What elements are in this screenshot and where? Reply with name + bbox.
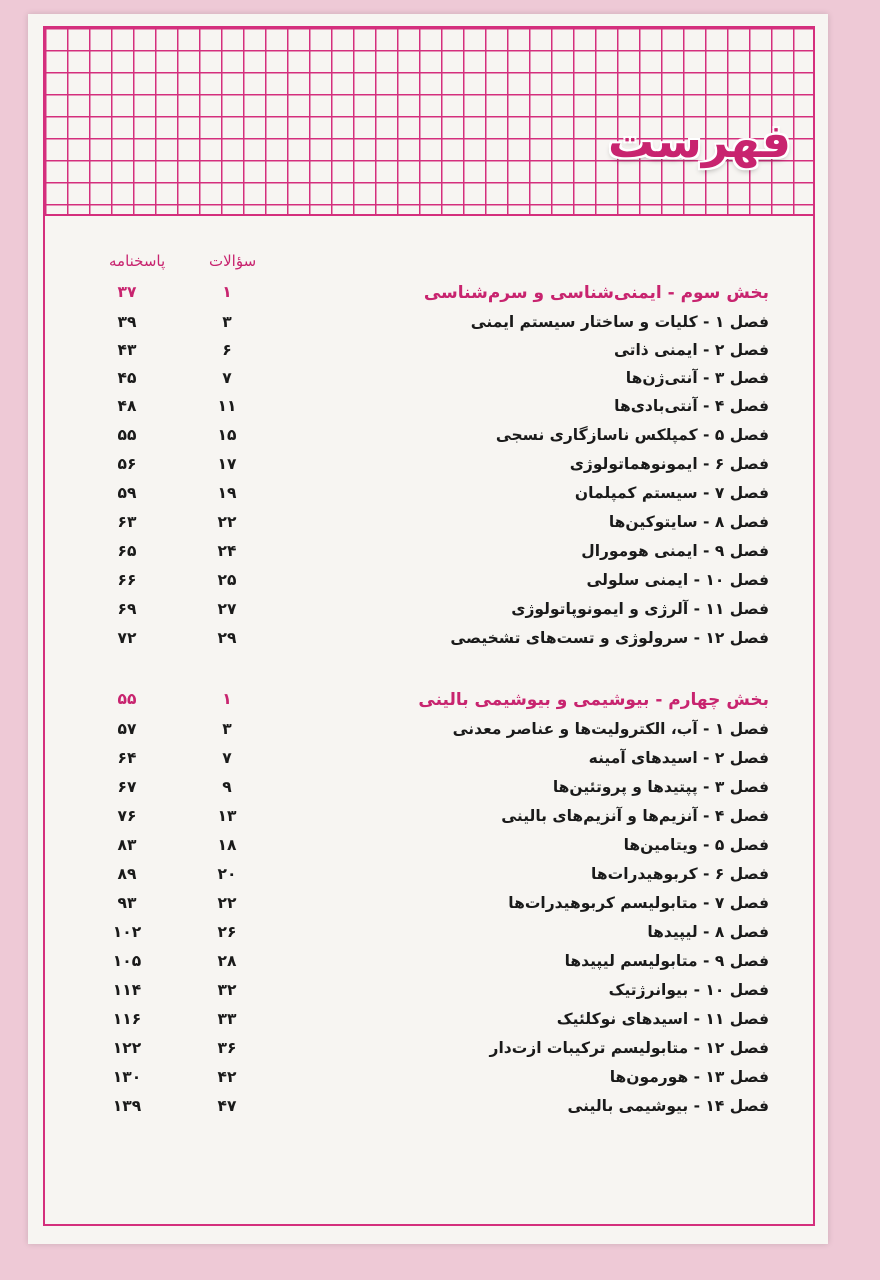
answer-page: ۶۶ [117,571,137,589]
chapter-label: فصل ۱۱ - اسیدهای نوکلئیک [556,1010,769,1028]
answer-page: ۳۷ [117,283,137,301]
question-page: ۱۱ [217,397,237,415]
answer-page: ۵۵ [117,690,137,708]
chapter-label: فصل ۱۰ - بیوانرژتیک [608,981,769,999]
answer-page: ۸۹ [117,865,137,883]
chapter-row[interactable] [45,952,813,980]
answer-page: ۱۱۴ [112,981,142,999]
chapter-row[interactable] [45,894,813,922]
chapter-row[interactable] [45,513,813,541]
question-page: ۲۲ [217,513,237,531]
chapter-label: فصل ۹ - ایمنی هومورال [581,542,769,560]
answer-page: ۱۳۹ [112,1097,142,1115]
question-page: ۹ [222,778,232,796]
answer-page: ۱۳۰ [112,1068,142,1086]
chapter-row[interactable] [45,426,813,454]
answer-page: ۱۱۶ [112,1010,142,1028]
chapter-row[interactable] [45,369,813,397]
chapter-row[interactable] [45,397,813,425]
question-page: ۷ [222,749,232,767]
question-page: ۴۲ [217,1068,237,1086]
chapter-row[interactable] [45,1010,813,1038]
chapter-row[interactable] [45,778,813,806]
question-page: ۳۳ [217,1010,237,1028]
chapter-row[interactable] [45,836,813,864]
chapter-row[interactable] [45,571,813,599]
section-heading: بخش چهارم - بیوشیمی و بیوشیمی بالینی [418,690,769,710]
question-page: ۳ [222,313,232,331]
chapter-label: فصل ۵ - ویتامین‌ها [623,836,769,854]
chapter-label: فصل ۸ - لیپیدها [647,923,769,941]
question-page: ۲۴ [217,542,237,560]
chapter-row[interactable] [45,923,813,951]
chapter-label: فصل ۷ - متابولیسم کربوهیدرات‌ها [508,894,769,912]
chapter-label: فصل ۷ - سیستم کمپلمان [574,484,769,502]
question-page: ۱۵ [217,426,237,444]
answer-page: ۷۲ [117,629,137,647]
chapter-label: فصل ۳ - آنتی‌ژن‌ها [625,369,769,387]
question-page: ۶ [222,341,232,359]
answer-page: ۵۷ [117,720,137,738]
chapter-label: فصل ۱۲ - متابولیسم ترکیبات ازت‌دار [489,1039,769,1057]
question-page: ۱۷ [217,455,237,473]
question-page: ۳۶ [217,1039,237,1057]
chapter-label: فصل ۹ - متابولیسم لیپیدها [564,952,769,970]
answers-header: پاسخنامه [109,252,166,270]
chapter-label: فصل ۶ - کربوهیدرات‌ها [591,865,769,883]
chapter-row[interactable] [45,341,813,369]
chapter-label: فصل ۱۲ - سرولوژی و تست‌های تشخیصی [450,629,769,647]
question-page: ۳۲ [217,981,237,999]
question-page: ۱۸ [217,836,237,854]
answer-page: ۷۶ [117,807,137,825]
question-page: ۲۹ [217,629,237,647]
answer-page: ۶۹ [117,600,137,618]
answer-page: ۹۳ [117,894,137,912]
chapter-row[interactable] [45,807,813,835]
answer-page: ۱۰۲ [112,923,142,941]
chapter-row[interactable] [45,542,813,570]
chapter-row[interactable] [45,1068,813,1096]
chapter-row[interactable] [45,865,813,893]
section-row[interactable] [45,283,813,311]
answer-page: ۶۳ [117,513,137,531]
page-title: فهرست [607,114,791,168]
question-page: ۳ [222,720,232,738]
answer-page: ۴۳ [117,341,137,359]
answer-page: ۵۶ [117,455,137,473]
chapter-label: فصل ۱۰ - ایمنی سلولی [586,571,769,589]
answer-page: ۳۹ [117,313,137,331]
answer-page: ۶۵ [117,542,137,560]
question-page: ۷ [222,369,232,387]
chapter-label: فصل ۸ - سایتوکین‌ها [608,513,769,531]
toc-rows [45,28,813,1224]
chapter-label: فصل ۱ - کلیات و ساختار سیستم ایمنی [470,313,769,331]
chapter-label: فصل ۳ - پپتیدها و پروتئین‌ها [552,778,769,796]
chapter-label: فصل ۲ - اسیدهای آمینه [588,749,769,767]
question-page: ۲۸ [217,952,237,970]
question-page: ۴۷ [217,1097,237,1115]
answer-page: ۸۳ [117,836,137,854]
chapter-label: فصل ۶ - ایمونوهماتولوژی [569,455,769,473]
chapter-row[interactable] [45,484,813,512]
question-page: ۱ [222,690,232,708]
section-row[interactable] [45,690,813,718]
question-page: ۲۰ [217,865,237,883]
chapter-row[interactable] [45,749,813,777]
answer-page: ۱۰۵ [112,952,142,970]
question-page: ۱ [222,283,232,301]
chapter-row[interactable] [45,313,813,341]
chapter-label: فصل ۱۱ - آلرژی و ایمونوپاتولوژی [511,600,769,618]
question-page: ۲۶ [217,923,237,941]
question-page: ۱۹ [217,484,237,502]
chapter-label: فصل ۴ - آنتی‌بادی‌ها [614,397,769,415]
chapter-label: فصل ۵ - کمپلکس ناسازگاری نسجی [495,426,769,444]
chapter-label: فصل ۱۳ - هورمون‌ها [609,1068,769,1086]
answer-page: ۶۴ [117,749,137,767]
page [28,14,828,1244]
answer-page: ۴۸ [117,397,137,415]
answer-page: ۵۵ [117,426,137,444]
chapter-row[interactable] [45,1039,813,1067]
section-heading: بخش سوم - ایمنی‌شناسی و سرم‌شناسی [423,283,769,303]
answer-page: ۵۹ [117,484,137,502]
chapter-row[interactable] [45,600,813,628]
answer-page: ۱۲۲ [112,1039,142,1057]
chapter-row[interactable] [45,629,813,657]
chapter-row[interactable] [45,981,813,1009]
chapter-row[interactable] [45,720,813,748]
page-frame [43,26,815,1226]
answer-page: ۴۵ [117,369,137,387]
chapter-label: فصل ۱۴ - بیوشیمی بالینی [567,1097,769,1115]
chapter-label: فصل ۲ - ایمنی ذاتی [613,341,769,359]
question-page: ۲۵ [217,571,237,589]
question-page: ۱۳ [217,807,237,825]
chapter-row[interactable] [45,1097,813,1125]
question-page: ۲۷ [217,600,237,618]
answer-page: ۶۷ [117,778,137,796]
question-page: ۲۲ [217,894,237,912]
questions-header: سؤالات [209,252,257,270]
chapter-label: فصل ۴ - آنزیم‌ها و آنزیم‌های بالینی [501,807,769,825]
chapter-row[interactable] [45,455,813,483]
chapter-label: فصل ۱ - آب، الکترولیت‌ها و عناصر معدنی [452,720,769,738]
